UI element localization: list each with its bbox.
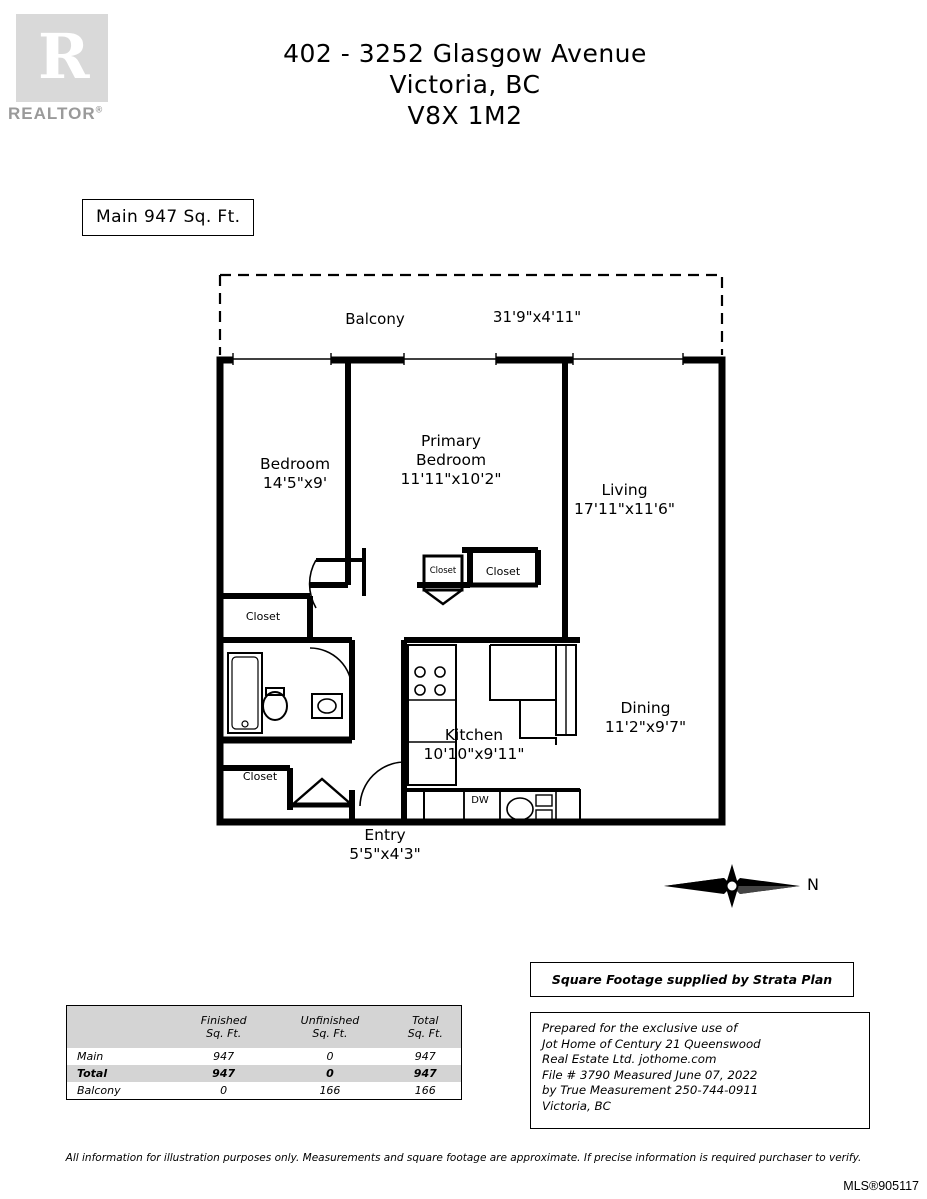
row-balcony-total: 166	[414, 1084, 436, 1097]
row-total-unfinished: 0	[270, 1065, 389, 1082]
primary-bedroom-name-2: Bedroom	[415, 451, 487, 469]
entry-name: Entry	[364, 826, 406, 844]
dining-name: Dining	[620, 699, 671, 717]
row-total-finished: 947	[177, 1065, 270, 1082]
closet-label-hall: Closet	[242, 770, 278, 783]
square-footage-table	[66, 1005, 462, 1100]
realtor-wordmark: REALTOR®	[8, 104, 104, 123]
bedroom-name: Bedroom	[259, 455, 331, 473]
row-total-total: 947	[390, 1065, 461, 1082]
dining-dims: 11'2"x9'7"	[604, 718, 687, 736]
bedroom-dims: 14'5"x9'	[262, 474, 328, 492]
prepared-line-3: Real Estate Ltd. jothome.com	[542, 1052, 717, 1067]
row-label-total: Total	[67, 1065, 177, 1082]
table-header-blank	[67, 1006, 177, 1048]
table-header-finished: Finished Sq. Ft.	[177, 1006, 270, 1048]
address-line-3: V8X 1M2	[407, 101, 523, 130]
closet-label-bedroom: Closet	[245, 610, 281, 623]
row-main-finished: 947	[213, 1050, 235, 1063]
primary-bedroom-name-1: Primary	[421, 432, 481, 450]
compass-rose	[660, 858, 835, 916]
row-main-total: 947	[414, 1050, 436, 1063]
room-label-balcony: Balcony	[345, 310, 405, 328]
table-header-unfinished: Unfinished Sq. Ft.	[270, 1006, 389, 1048]
table-header-total: Total Sq. Ft.	[390, 1006, 461, 1048]
address-line-1: 402 - 3252 Glasgow Avenue	[283, 39, 647, 68]
table-row	[67, 1048, 461, 1065]
room-label-bedroom	[230, 455, 360, 493]
main-sqft-badge: Main 947 Sq. Ft.	[82, 199, 254, 236]
room-label-entry	[310, 826, 460, 864]
table-header-row	[67, 1006, 461, 1048]
kitchen-dims: 10'10"x9'11"	[423, 745, 525, 763]
prepared-line-6: Victoria, BC	[542, 1098, 611, 1113]
closet-label-primary: Closet	[485, 565, 521, 578]
strata-note-box	[530, 962, 854, 997]
row-label-balcony: Balcony	[77, 1084, 121, 1097]
prepared-for-box	[530, 1012, 870, 1129]
primary-bedroom-dims: 11'11"x10'2"	[400, 470, 502, 488]
closet-label-primary-small: Closet	[429, 566, 457, 576]
prepared-line-4: File # 3790 Measured June 07, 2022	[542, 1067, 758, 1082]
realtor-r-glyph: R	[38, 20, 90, 93]
row-balcony-finished: 0	[220, 1084, 228, 1097]
dishwasher-label: DW	[471, 795, 489, 806]
kitchen-name: Kitchen	[444, 726, 504, 744]
room-label-dining	[578, 699, 713, 737]
prepared-line-2: Jot Home of Century 21 Queenswood	[542, 1036, 761, 1051]
prepared-line-5: by True Measurement 250-744-0911	[542, 1083, 759, 1098]
mls-number: MLS®905117	[843, 1179, 919, 1193]
room-label-primary-bedroom	[386, 432, 516, 489]
strata-note-text: Square Footage supplied by Strata Plan	[551, 972, 833, 987]
room-dims-balcony: 31'9"x4'11"	[492, 308, 582, 326]
table-row	[67, 1065, 461, 1082]
table-row	[67, 1082, 461, 1099]
living-name: Living	[601, 481, 648, 499]
row-main-unfinished: 0	[326, 1050, 334, 1063]
room-label-living	[557, 481, 692, 519]
row-label-main: Main	[77, 1050, 104, 1063]
compass-north-label: N	[807, 875, 819, 894]
disclaimer-text: All information for illustration purposes only. Measurements and square footage are approximate. If precise information is required purchaser to verify.	[65, 1152, 862, 1164]
entry-dims: 5'5"x4'3"	[349, 845, 421, 863]
room-label-kitchen	[400, 726, 548, 764]
prepared-line-1: Prepared for the exclusive use of	[542, 1021, 738, 1035]
address-line-2: Victoria, BC	[389, 70, 541, 99]
row-balcony-unfinished: 166	[319, 1084, 341, 1097]
living-dims: 17'11"x11'6"	[574, 500, 675, 518]
